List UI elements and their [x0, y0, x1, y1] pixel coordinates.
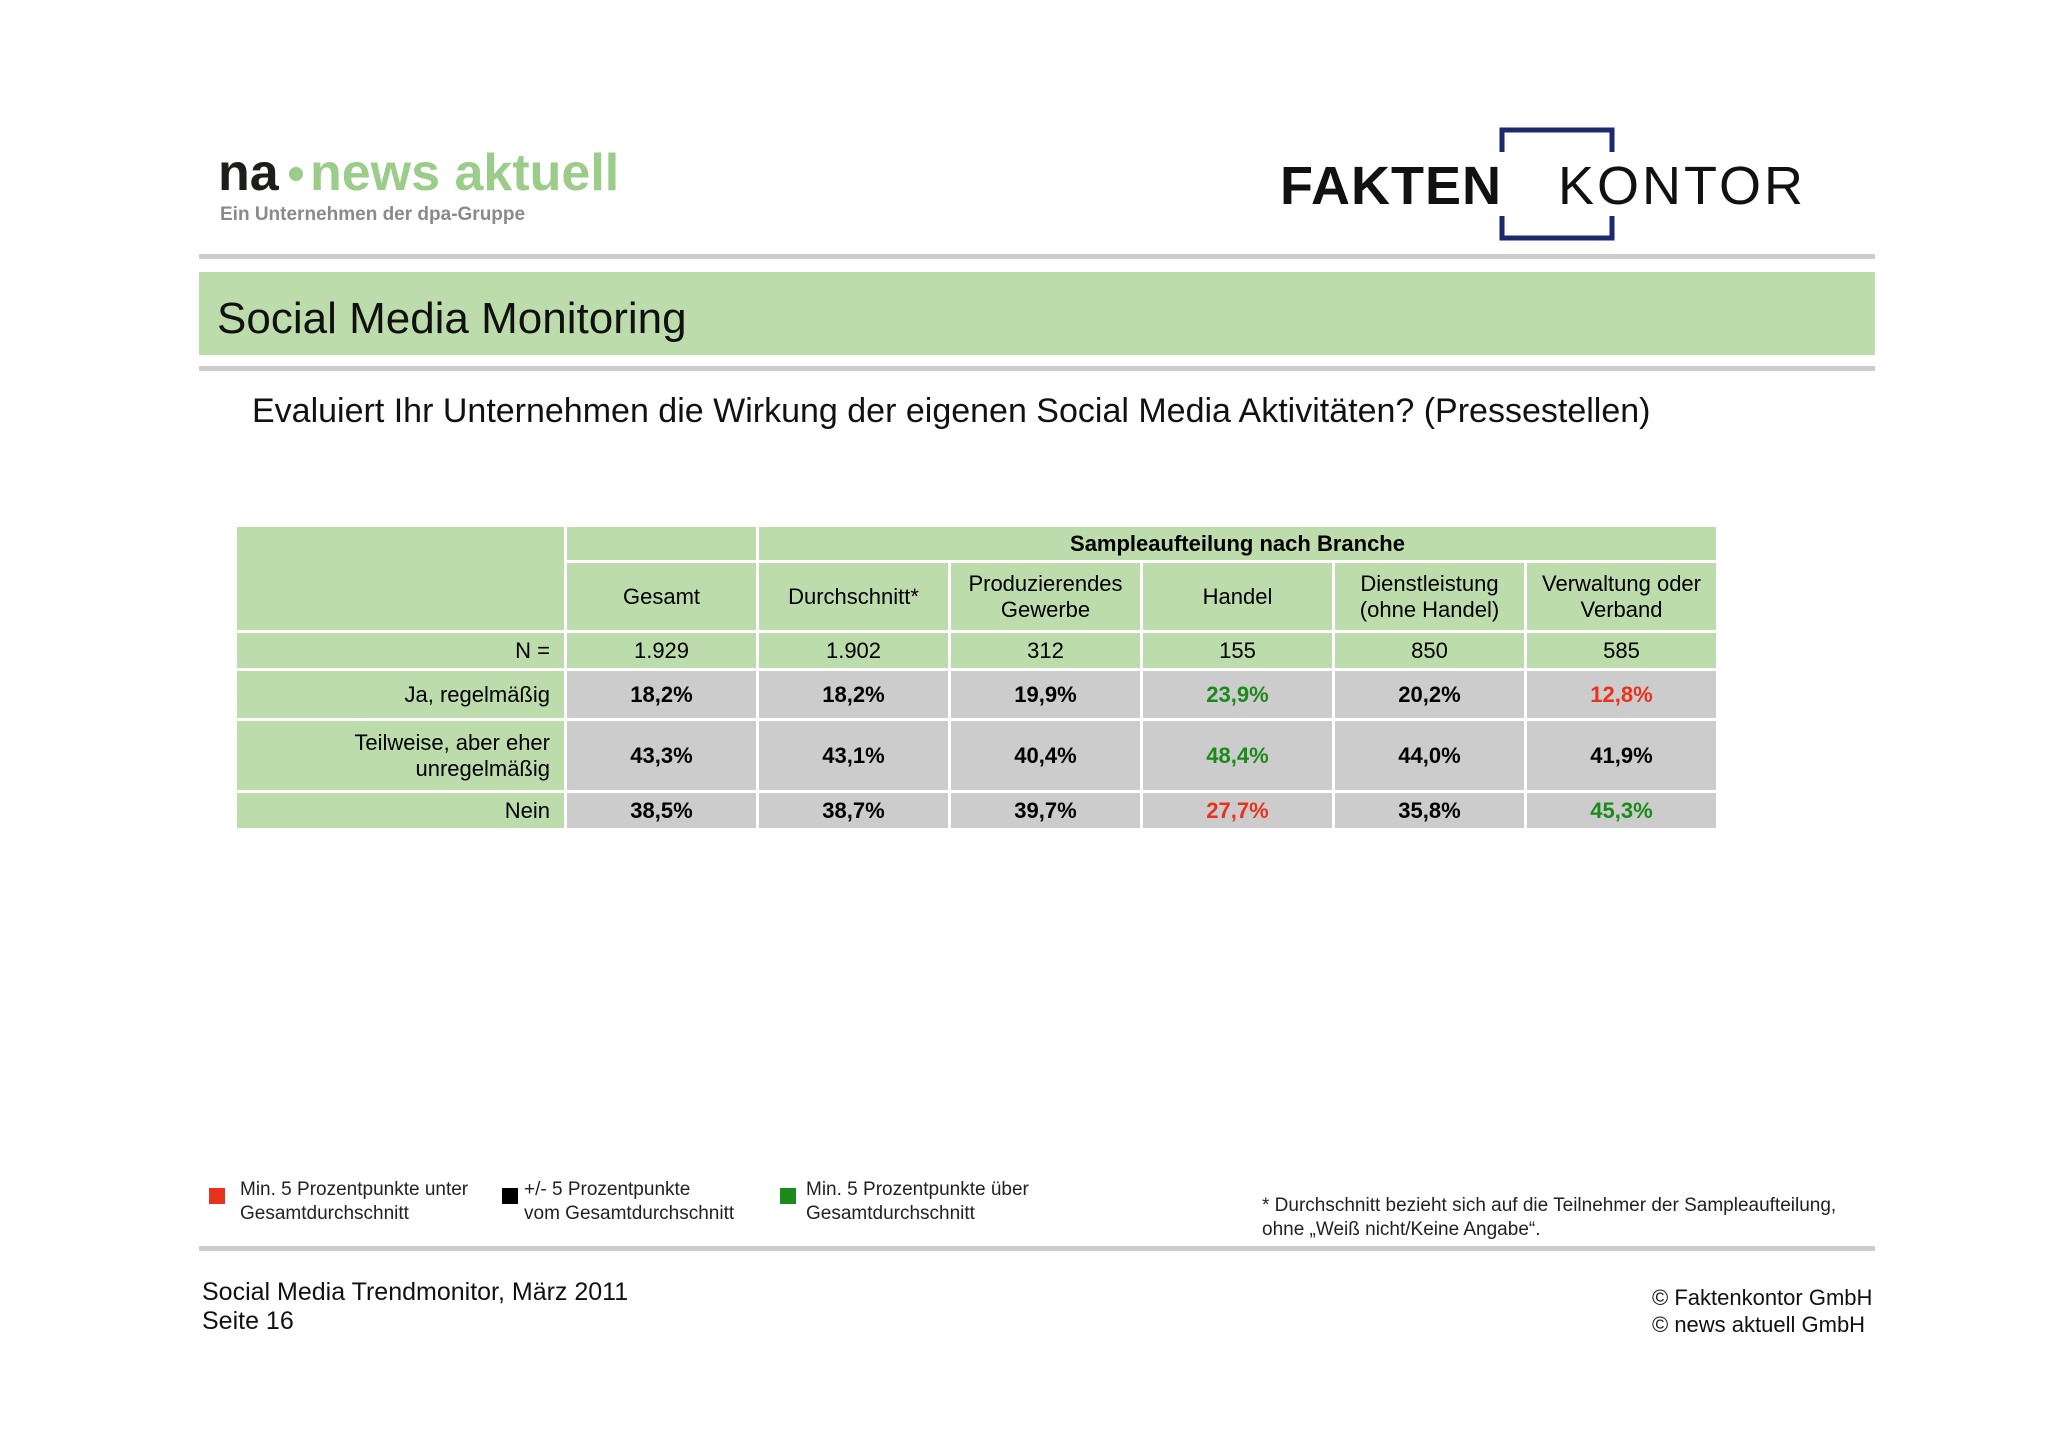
top-divider: [199, 254, 1875, 259]
table-row: [236, 670, 1718, 720]
value-cell: 19,9%: [950, 670, 1142, 720]
legend-line2: vom Gesamtdurchschnitt: [524, 1203, 735, 1224]
copyright-news-aktuell: © news aktuell GmbH: [1652, 1312, 1866, 1337]
value-cell: 35,8%: [1334, 792, 1526, 830]
n-value: 585: [1526, 632, 1718, 670]
n-value: 1.929: [566, 632, 758, 670]
legend-item-below: [240, 1178, 468, 1226]
value-cell: 38,5%: [566, 792, 758, 830]
legend-line2: Gesamtdurchschnitt: [806, 1203, 975, 1224]
value-cell: 38,7%: [758, 792, 950, 830]
copyright-faktenkontor: © Faktenkontor GmbH: [1652, 1285, 1873, 1310]
row-label: [236, 720, 566, 792]
logo-dot: [289, 167, 303, 181]
title-bar: [199, 272, 1875, 355]
result-table: [234, 524, 1719, 831]
n-value: 155: [1142, 632, 1334, 670]
footer-source: [202, 1278, 628, 1336]
news-aktuell-logo: [218, 138, 638, 238]
gesamt-top-cell: [566, 526, 758, 562]
table-row: [236, 792, 1718, 830]
footer-copyright: [1652, 1284, 1872, 1338]
col-header-line2: (ohne Handel): [1359, 596, 1500, 622]
legend-line1: +/- 5 Prozentpunkte: [524, 1179, 691, 1200]
col-header-line1: Gesamt: [622, 583, 701, 609]
legend-swatch-red: [209, 1188, 225, 1204]
value-cell: 18,2%: [758, 670, 950, 720]
legend-item-above: [806, 1178, 1029, 1226]
n-value: 312: [950, 632, 1142, 670]
page-title: Social Media Monitoring: [217, 294, 687, 343]
col-header-line1: Handel: [1202, 583, 1273, 609]
value-cell: 43,1%: [758, 720, 950, 792]
logo-bracket-bottom: [1502, 216, 1612, 238]
row-label-line1: Teilweise, aber eher: [354, 729, 550, 755]
col-header-line1: Verwaltung oder: [1542, 570, 1701, 596]
corner-cell: [236, 526, 566, 632]
row-label: [236, 670, 566, 720]
value-cell: 23,9%: [1142, 670, 1334, 720]
logo-na-text: na: [218, 144, 279, 202]
logo-fakten-text: FAKTEN: [1280, 156, 1502, 216]
row-label-line2: unregelmäßig: [415, 755, 550, 781]
value-cell: 27,7%: [1142, 792, 1334, 830]
legend-line1: Min. 5 Prozentpunkte über: [806, 1179, 1029, 1200]
footnote-line1: * Durchschnitt bezieht sich auf die Teilnehmer der Sampleaufteilung,: [1262, 1195, 1837, 1216]
value-cell: 18,2%: [566, 670, 758, 720]
value-cell: 41,9%: [1526, 720, 1718, 792]
col-header-line1: Produzierendes: [968, 570, 1123, 596]
footer-source-text: Social Media Trendmonitor, März 2011: [202, 1278, 629, 1306]
value-cell: 44,0%: [1334, 720, 1526, 792]
title-divider: [199, 366, 1875, 371]
row-label-line1: Ja, regelmäßig: [404, 681, 550, 707]
logo-tagline: Ein Unternehmen der dpa-Gruppe: [220, 204, 526, 225]
value-cell: 12,8%: [1526, 670, 1718, 720]
value-cell: 20,2%: [1334, 670, 1526, 720]
legend-line1: Min. 5 Prozentpunkte unter: [240, 1179, 469, 1200]
row-label: [236, 792, 566, 830]
group-header-row: [236, 526, 1718, 562]
group-header: Sampleaufteilung nach Branche: [758, 526, 1718, 562]
n-label: N =: [236, 632, 566, 670]
col-header-line1: Dienstleistung: [1360, 570, 1499, 596]
n-row: [236, 632, 1718, 670]
col-header-line1: Durchschnitt*: [788, 583, 919, 609]
page-number: Seite 16: [202, 1307, 294, 1335]
col-header-verwaltung: [1526, 562, 1718, 632]
value-cell: 45,3%: [1526, 792, 1718, 830]
col-header-produzierendes: [950, 562, 1142, 632]
legend-line2: Gesamtdurchschnitt: [240, 1203, 409, 1224]
footer-divider: [199, 1246, 1875, 1251]
value-cell: 40,4%: [950, 720, 1142, 792]
value-cell: 39,7%: [950, 792, 1142, 830]
col-header-dienstleistung: [1334, 562, 1526, 632]
col-header-line2: Verband: [1580, 596, 1663, 622]
value-cell: 43,3%: [566, 720, 758, 792]
logo-bracket-top: [1502, 130, 1612, 152]
survey-question: Evaluiert Ihr Unternehmen die Wirkung der eigenen Social Media Aktivitäten? (Pressestellen): [252, 392, 1651, 430]
legend-swatch-black: [502, 1188, 518, 1204]
n-value: 850: [1334, 632, 1526, 670]
logo-news-aktuell-text: news aktuell: [310, 144, 620, 202]
legend-item-equal: [524, 1178, 734, 1226]
row-label-line1: Nein: [504, 797, 550, 823]
value-cell: 48,4%: [1142, 720, 1334, 792]
n-value: 1.902: [758, 632, 950, 670]
col-header-handel: [1142, 562, 1334, 632]
footnote: [1262, 1194, 1836, 1242]
table-row: [236, 720, 1718, 792]
footnote-line2: ohne „Weiß nicht/Keine Angabe“.: [1262, 1219, 1541, 1240]
faktenkontor-logo: [1280, 128, 1840, 240]
col-header-durchschnitt: [758, 562, 950, 632]
legend-swatch-green: [780, 1188, 796, 1204]
logo-kontor-text: KONTOR: [1558, 156, 1807, 216]
col-header-line2: Gewerbe: [1000, 596, 1091, 622]
col-header-gesamt: [566, 562, 758, 632]
